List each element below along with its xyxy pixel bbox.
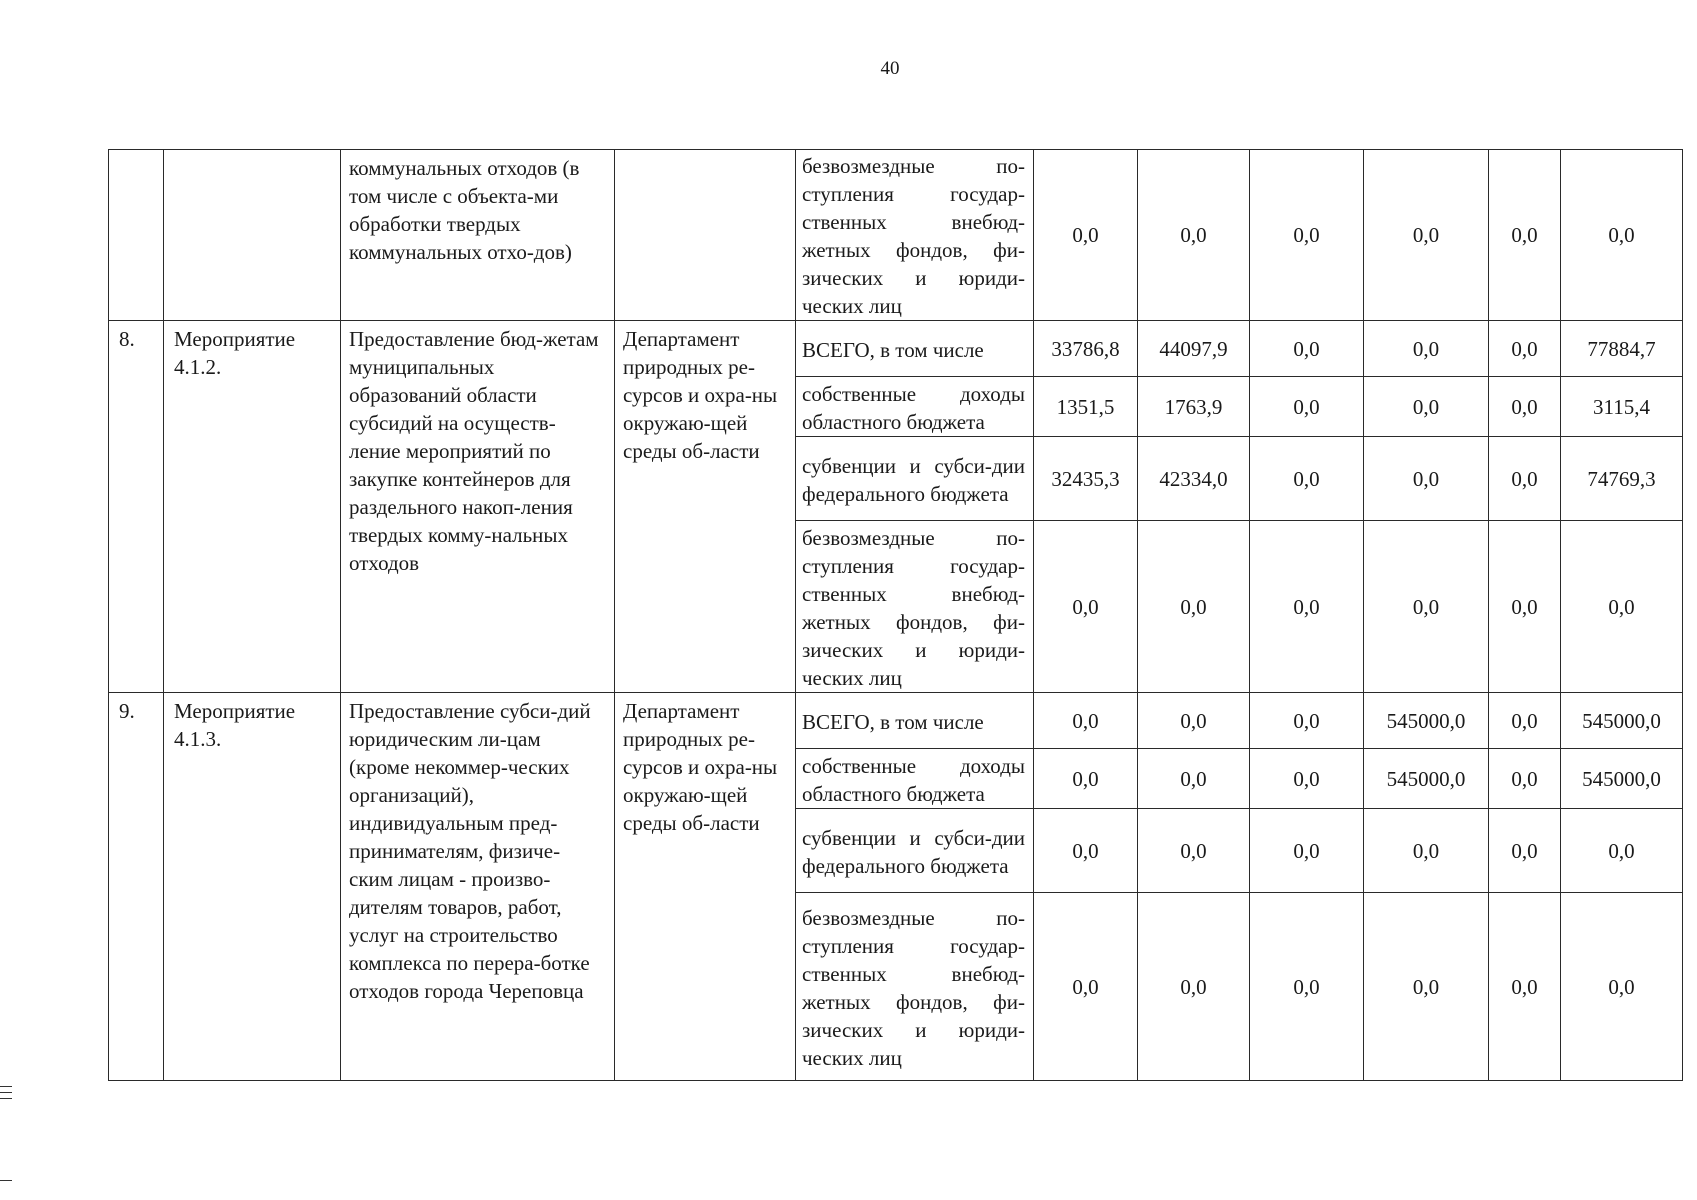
value-cell: 0,0 — [1489, 321, 1561, 377]
value-cell: 0,0 — [1034, 693, 1138, 749]
value-cell: 0,0 — [1034, 521, 1138, 693]
value-cell: 33786,8 — [1034, 321, 1138, 377]
row-number: 9. — [109, 693, 164, 1081]
value-cell: 42334,0 — [1138, 437, 1250, 521]
value-cell: 0,0 — [1364, 377, 1489, 437]
value-cell: 0,0 — [1364, 809, 1489, 893]
value-cell: 0,0 — [1489, 521, 1561, 693]
value-cell: 44097,9 — [1138, 321, 1250, 377]
value-cell: 0,0 — [1250, 749, 1364, 809]
value-cell: 0,0 — [1364, 893, 1489, 1081]
row-number — [109, 150, 164, 321]
value-cell: 0,0 — [1364, 521, 1489, 693]
event-description: Предоставление субси-дий юридическим ли-цам (кроме некоммер-ческих организаций), индивидуальным пред-принимателям, физиче-ским лицам - произво-дителям товаров, работ, услуг на строительство комплекса по перера-ботке отходов города Череповца — [341, 693, 615, 1081]
row-number: 8. — [109, 321, 164, 693]
value-cell: 0,0 — [1561, 521, 1683, 693]
funding-source: безвозмездные по-ступления государ-ственных внебюд-жетных фондов, фи-зических и юриди-ческих лиц — [796, 150, 1034, 321]
value-cell: 32435,3 — [1034, 437, 1138, 521]
page-number: 40 — [880, 58, 900, 79]
event-name: Мероприятие 4.1.2. — [164, 321, 341, 693]
value-cell: 0,0 — [1034, 809, 1138, 893]
value-cell: 0,0 — [1138, 521, 1250, 693]
value-cell: 0,0 — [1138, 749, 1250, 809]
value-cell: 0,0 — [1489, 893, 1561, 1081]
funding-source: собственные доходы областного бюджета — [796, 377, 1034, 437]
value-cell: 0,0 — [1138, 693, 1250, 749]
value-cell: 0,0 — [1561, 809, 1683, 893]
value-cell: 1351,5 — [1034, 377, 1138, 437]
margin-tick — [0, 1092, 12, 1093]
event-name: Мероприятие 4.1.3. — [164, 693, 341, 1081]
funding-source: субвенции и субси-дии федерального бюджета — [796, 437, 1034, 521]
value-cell: 545000,0 — [1561, 749, 1683, 809]
executor: Департамент природных ре-сурсов и охра-ны окружаю-щей среды об-ласти — [615, 321, 796, 693]
value-cell: 77884,7 — [1561, 321, 1683, 377]
value-cell: 1763,9 — [1138, 377, 1250, 437]
margin-tick — [0, 1180, 12, 1181]
value-cell: 0,0 — [1250, 437, 1364, 521]
value-cell: 0,0 — [1489, 150, 1561, 321]
funding-source: ВСЕГО, в том числе — [796, 693, 1034, 749]
value-cell: 0,0 — [1561, 893, 1683, 1081]
value-cell: 0,0 — [1364, 150, 1489, 321]
event-description: Предоставление бюд-жетам муниципальных образований области субсидий на осуществ-ление мероприятий по закупке контейнеров для раздельного накоп-ления твердых комму-нальных отходов — [341, 321, 615, 693]
event-name — [164, 150, 341, 321]
value-cell: 545000,0 — [1364, 693, 1489, 749]
value-cell: 0,0 — [1250, 377, 1364, 437]
executor: Департамент природных ре-сурсов и охра-ны окружаю-щей среды об-ласти — [615, 693, 796, 1081]
event-description: коммунальных отходов (в том числе с объекта-ми обработки твердых коммунальных отхо-дов) — [341, 150, 615, 321]
table-row — [109, 693, 1683, 749]
funding-source: собственные доходы областного бюджета — [796, 749, 1034, 809]
value-cell: 0,0 — [1138, 809, 1250, 893]
value-cell: 545000,0 — [1364, 749, 1489, 809]
funding-source: безвозмездные по-ступления государ-ственных внебюд-жетных фондов, фи-зических и юриди-ческих лиц — [796, 521, 1034, 693]
value-cell: 0,0 — [1489, 377, 1561, 437]
budget-table — [108, 149, 1683, 1081]
executor — [615, 150, 796, 321]
value-cell: 0,0 — [1138, 150, 1250, 321]
value-cell: 0,0 — [1034, 749, 1138, 809]
margin-tick — [0, 1098, 12, 1099]
value-cell: 0,0 — [1138, 893, 1250, 1081]
value-cell: 3115,4 — [1561, 377, 1683, 437]
table-row — [109, 321, 1683, 377]
funding-source: субвенции и субси-дии федерального бюджета — [796, 809, 1034, 893]
funding-source: ВСЕГО, в том числе — [796, 321, 1034, 377]
value-cell: 0,0 — [1034, 893, 1138, 1081]
value-cell: 0,0 — [1250, 693, 1364, 749]
funding-source: безвозмездные по-ступления государ-ственных внебюд-жетных фондов, фи-зических и юриди-ческих лиц — [796, 893, 1034, 1081]
table-row — [109, 150, 1683, 321]
value-cell: 0,0 — [1489, 437, 1561, 521]
value-cell: 545000,0 — [1561, 693, 1683, 749]
value-cell: 74769,3 — [1561, 437, 1683, 521]
value-cell: 0,0 — [1489, 693, 1561, 749]
margin-tick — [0, 1086, 12, 1087]
value-cell: 0,0 — [1364, 321, 1489, 377]
value-cell: 0,0 — [1364, 437, 1489, 521]
value-cell: 0,0 — [1250, 321, 1364, 377]
value-cell: 0,0 — [1561, 150, 1683, 321]
value-cell: 0,0 — [1250, 809, 1364, 893]
value-cell: 0,0 — [1034, 150, 1138, 321]
value-cell: 0,0 — [1250, 893, 1364, 1081]
value-cell: 0,0 — [1250, 150, 1364, 321]
value-cell: 0,0 — [1489, 809, 1561, 893]
value-cell: 0,0 — [1489, 749, 1561, 809]
value-cell: 0,0 — [1250, 521, 1364, 693]
